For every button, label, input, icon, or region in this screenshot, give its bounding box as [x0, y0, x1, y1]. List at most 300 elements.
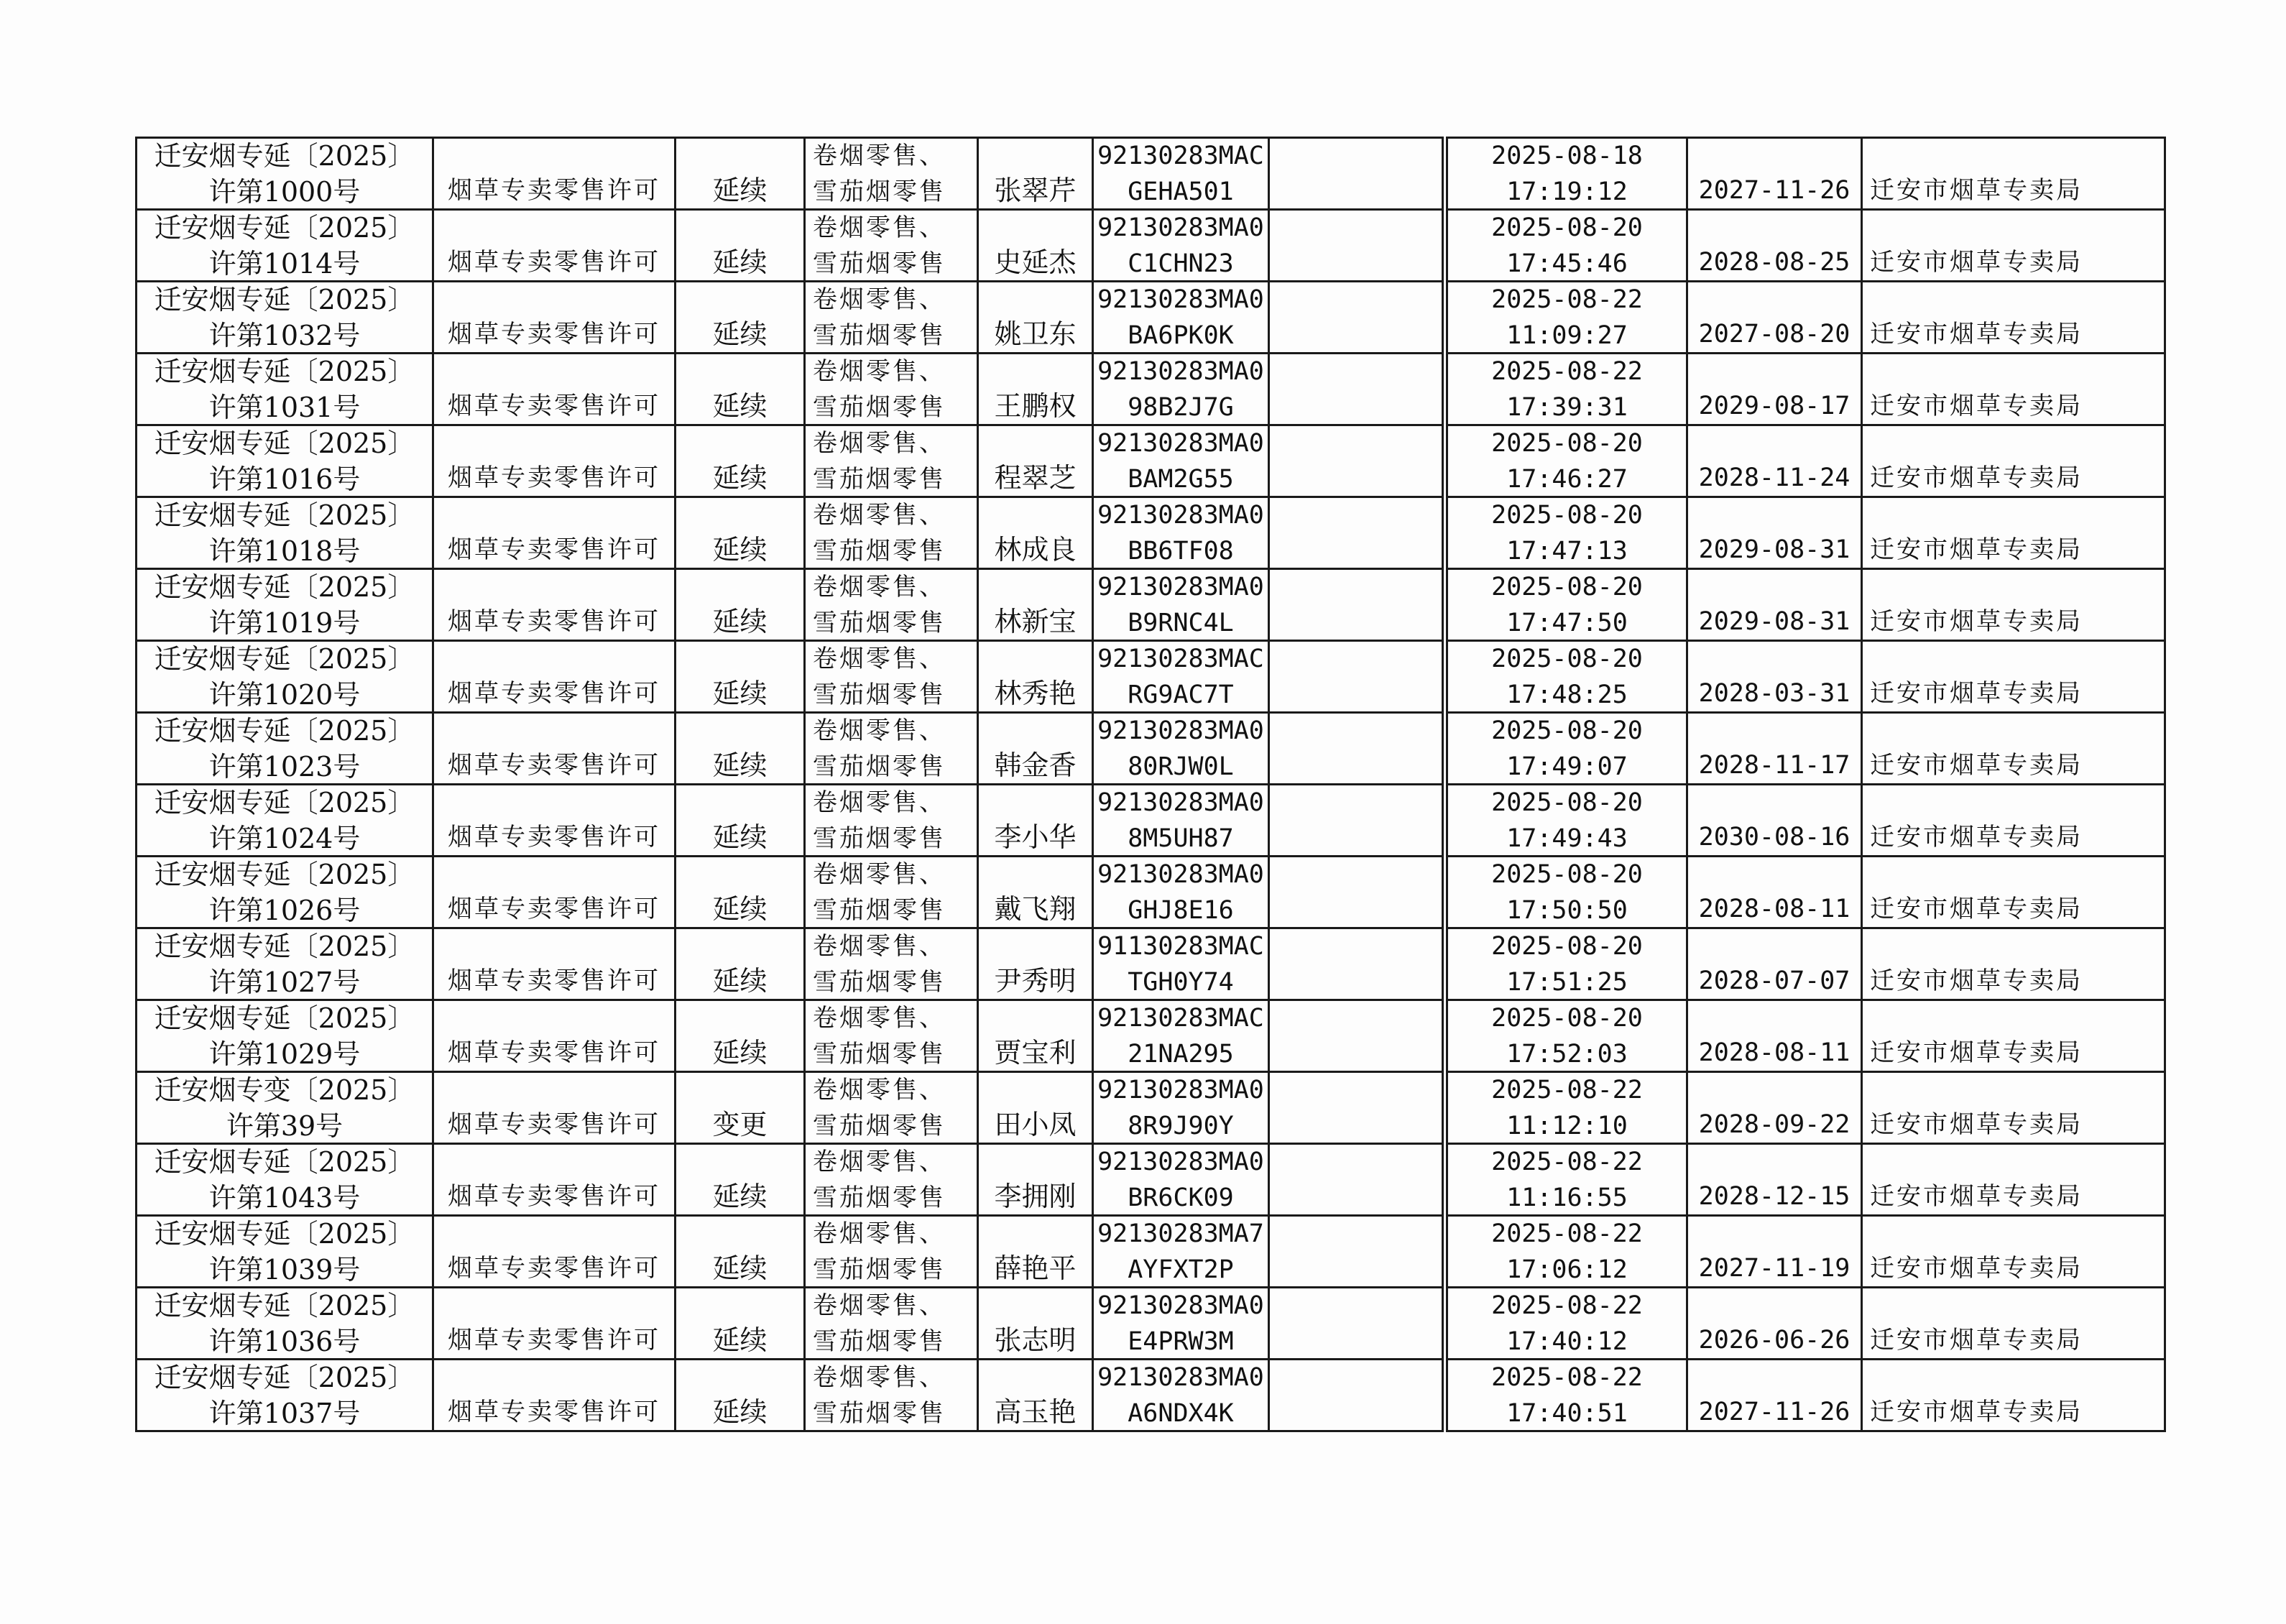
blank-cell-content: [1270, 354, 1442, 424]
license-type-cell: [433, 1144, 676, 1216]
license-number-text: 许第1019号: [208, 606, 361, 639]
credit-code-text: E4PRW3M: [1128, 1327, 1234, 1356]
holder-name-cell: [978, 785, 1093, 857]
license-number-cell-content: [137, 426, 432, 496]
issuing-office-cell: [1862, 1072, 2165, 1144]
decision-time-text: 2025-08-22: [1491, 1219, 1643, 1248]
expiry-date-cell: [1687, 641, 1862, 713]
business-scope-text: 卷烟零售、: [813, 716, 946, 745]
expiry-date-cell-content: [1688, 714, 1861, 783]
action-text: 延续: [712, 175, 768, 206]
license-type-text: 烟草专卖零售许可: [448, 607, 660, 636]
action-text: 延续: [712, 606, 768, 637]
credit-code-text: 80RJW0L: [1128, 752, 1234, 781]
table-row: [137, 1216, 2165, 1288]
blank-cell: [1269, 641, 1445, 713]
decision-time-cell-content: [1448, 1288, 1686, 1358]
issuing-office-text: 迁安市烟草专卖局: [1870, 966, 2083, 995]
license-number-cell: [137, 138, 433, 210]
credit-code-text: AYFXT2P: [1128, 1255, 1234, 1284]
decision-time-text: 2025-08-22: [1491, 1291, 1643, 1320]
issuing-office-cell-content: [1863, 139, 2164, 208]
expiry-date-cell-content: [1688, 1360, 1861, 1430]
license-number-text: 迁安烟专延〔2025〕: [154, 211, 415, 244]
issuing-office-cell-content: [1863, 929, 2164, 999]
issuing-office-text: 迁安市烟草专卖局: [1870, 895, 2083, 923]
business-scope-text: 卷烟零售、: [813, 572, 946, 601]
blank-cell-content: [1270, 642, 1442, 711]
license-type-cell-content: [434, 1288, 674, 1358]
expiry-date-cell: [1687, 1216, 1862, 1288]
expiry-date-text: 2028-08-11: [1698, 895, 1851, 923]
license-number-cell: [137, 857, 433, 928]
business-scope-cell: [805, 857, 978, 928]
license-number-cell-content: [137, 1001, 432, 1071]
license-type-text: 烟草专卖零售许可: [448, 1038, 660, 1067]
credit-code-cell: [1093, 641, 1269, 713]
business-scope-text: 卷烟零售、: [813, 213, 946, 242]
decision-time-text: 2025-08-20: [1491, 859, 1643, 889]
action-cell-content: [676, 1360, 803, 1430]
decision-time-text: 2025-08-20: [1491, 931, 1643, 961]
business-scope-cell-content: [806, 1288, 977, 1358]
holder-name-cell: [978, 138, 1093, 210]
license-number-text: 迁安烟专延〔2025〕: [154, 283, 415, 315]
credit-code-cell-content: [1094, 282, 1268, 352]
license-table-body: [137, 138, 2165, 1431]
decision-time-text: 2025-08-22: [1491, 1075, 1643, 1104]
decision-time-cell: [1445, 1000, 1687, 1072]
action-cell-content: [676, 857, 803, 927]
holder-name-cell: [978, 1144, 1093, 1216]
decision-time-text: 2025-08-20: [1491, 1003, 1643, 1033]
action-text: 延续: [712, 318, 768, 350]
issuing-office-cell: [1862, 138, 2165, 210]
holder-name-text: 贾宝利: [994, 1037, 1077, 1069]
credit-code-cell: [1093, 425, 1269, 497]
credit-code-cell: [1093, 138, 1269, 210]
action-cell: [676, 641, 805, 713]
issuing-office-text: 迁安市烟草专卖局: [1870, 751, 2083, 780]
issuing-office-cell-content: [1863, 714, 2164, 783]
issuing-office-cell-content: [1863, 785, 2164, 855]
blank-cell: [1269, 354, 1445, 425]
credit-code-cell-content: [1094, 1073, 1268, 1143]
license-type-cell-content: [434, 570, 674, 640]
license-number-text: 迁安烟专延〔2025〕: [154, 427, 415, 459]
credit-code-cell-content: [1094, 1288, 1268, 1358]
business-scope-text: 雪茄烟零售: [813, 1111, 946, 1140]
table-row: [137, 1072, 2165, 1144]
action-cell-content: [676, 1217, 803, 1286]
expiry-date-cell-content: [1688, 1145, 1861, 1214]
action-text: 延续: [712, 1037, 768, 1069]
expiry-date-cell: [1687, 1000, 1862, 1072]
business-scope-text: 雪茄烟零售: [813, 1183, 946, 1212]
expiry-date-cell: [1687, 1360, 1862, 1431]
license-type-cell-content: [434, 642, 674, 711]
credit-code-cell: [1093, 354, 1269, 425]
expiry-date-text: 2028-12-15: [1698, 1182, 1851, 1211]
expiry-date-text: 2028-11-24: [1698, 463, 1851, 492]
issuing-office-cell-content: [1863, 1001, 2164, 1071]
expiry-date-cell: [1687, 210, 1862, 282]
license-number-cell-content: [137, 282, 432, 352]
credit-code-text: 92130283MAC: [1097, 644, 1264, 673]
business-scope-cell: [805, 1216, 978, 1288]
license-type-cell: [433, 713, 676, 785]
issuing-office-cell-content: [1863, 570, 2164, 640]
decision-time-text: 17:49:07: [1506, 752, 1628, 781]
credit-code-cell: [1093, 1072, 1269, 1144]
issuing-office-text: 迁安市烟草专卖局: [1870, 607, 2083, 636]
license-type-cell: [433, 425, 676, 497]
blank-cell: [1269, 569, 1445, 641]
credit-code-text: GHJ8E16: [1128, 895, 1234, 925]
action-text: 延续: [712, 1324, 768, 1356]
blank-cell: [1269, 785, 1445, 857]
holder-name-cell: [978, 857, 1093, 928]
issuing-office-text: 迁安市烟草专卖局: [1870, 823, 2083, 852]
action-text: 变更: [712, 1109, 768, 1140]
holder-name-text: 林新宝: [994, 606, 1077, 637]
action-cell: [676, 857, 805, 928]
expiry-date-text: 2029-08-17: [1698, 392, 1851, 420]
action-cell-content: [676, 1001, 803, 1071]
action-cell: [676, 354, 805, 425]
issuing-office-text: 迁安市烟草专卖局: [1870, 176, 2083, 205]
decision-time-text: 17:19:12: [1506, 177, 1628, 206]
business-scope-cell: [805, 928, 978, 1000]
business-scope-cell: [805, 1288, 978, 1360]
expiry-date-text: 2029-08-31: [1698, 535, 1851, 564]
issuing-office-cell-content: [1863, 857, 2164, 927]
action-text: 延续: [712, 390, 768, 422]
business-scope-cell: [805, 1360, 978, 1431]
blank-cell: [1269, 282, 1445, 354]
credit-code-cell: [1093, 1288, 1269, 1360]
holder-name-text: 林成良: [994, 534, 1077, 566]
action-cell: [676, 785, 805, 857]
issuing-office-cell-content: [1863, 498, 2164, 568]
credit-code-text: 92130283MA7: [1097, 1219, 1264, 1248]
license-number-text: 许第1037号: [208, 1397, 361, 1429]
credit-code-cell-content: [1094, 929, 1268, 999]
decision-time-text: 11:09:27: [1506, 320, 1628, 350]
table-row: [137, 713, 2165, 785]
business-scope-cell-content: [806, 1145, 977, 1214]
decision-time-text: 17:47:50: [1506, 608, 1628, 637]
action-cell-content: [676, 714, 803, 783]
holder-name-cell: [978, 354, 1093, 425]
decision-time-text: 11:16:55: [1506, 1183, 1628, 1212]
license-type-text: 烟草专卖零售许可: [448, 1326, 660, 1355]
business-scope-cell-content: [806, 426, 977, 496]
action-cell-content: [676, 211, 803, 280]
holder-name-text: 史延杰: [994, 246, 1077, 278]
credit-code-cell-content: [1094, 1001, 1268, 1071]
decision-time-cell: [1445, 569, 1687, 641]
table-row: [137, 1360, 2165, 1431]
action-cell: [676, 425, 805, 497]
license-type-cell-content: [434, 282, 674, 352]
business-scope-cell-content: [806, 211, 977, 280]
holder-name-cell-content: [979, 211, 1092, 280]
issuing-office-text: 迁安市烟草专卖局: [1870, 1182, 2083, 1211]
action-cell: [676, 1000, 805, 1072]
business-scope-text: 卷烟零售、: [813, 285, 946, 314]
issuing-office-cell-content: [1863, 211, 2164, 280]
holder-name-cell-content: [979, 1288, 1092, 1358]
credit-code-text: 21NA295: [1128, 1039, 1234, 1069]
credit-code-text: 92130283MA0: [1097, 356, 1264, 386]
license-number-text: 迁安烟专延〔2025〕: [154, 499, 415, 531]
license-type-text: 烟草专卖零售许可: [448, 1254, 660, 1283]
expiry-date-cell: [1687, 425, 1862, 497]
holder-name-text: 韩金香: [994, 749, 1077, 781]
decision-time-cell-content: [1448, 498, 1686, 568]
credit-code-text: 92130283MA0: [1097, 213, 1264, 242]
issuing-office-text: 迁安市烟草专卖局: [1870, 535, 2083, 564]
license-type-cell-content: [434, 1145, 674, 1214]
expiry-date-text: 2028-11-17: [1698, 751, 1851, 780]
decision-time-text: 2025-08-20: [1491, 572, 1643, 601]
credit-code-cell: [1093, 210, 1269, 282]
credit-code-text: 8M5UH87: [1128, 823, 1234, 853]
blank-cell-content: [1270, 1288, 1442, 1358]
credit-code-cell: [1093, 1144, 1269, 1216]
blank-cell-content: [1270, 282, 1442, 352]
business-scope-text: 雪茄烟零售: [813, 1398, 946, 1428]
decision-time-text: 17:40:12: [1506, 1327, 1628, 1356]
decision-time-cell: [1445, 1360, 1687, 1431]
expiry-date-cell-content: [1688, 1073, 1861, 1143]
license-number-cell: [137, 497, 433, 569]
license-number-text: 许第1018号: [208, 535, 361, 567]
license-type-cell-content: [434, 785, 674, 855]
license-number-cell: [137, 713, 433, 785]
license-type-cell: [433, 1216, 676, 1288]
credit-code-text: 92130283MA0: [1097, 859, 1264, 889]
expiry-date-cell-content: [1688, 1001, 1861, 1071]
license-type-cell-content: [434, 354, 674, 424]
issuing-office-text: 迁安市烟草专卖局: [1870, 679, 2083, 708]
expiry-date-cell-content: [1688, 1288, 1861, 1358]
license-type-cell: [433, 785, 676, 857]
business-scope-text: 卷烟零售、: [813, 931, 946, 961]
credit-code-text: 92130283MA0: [1097, 716, 1264, 745]
expiry-date-cell-content: [1688, 857, 1861, 927]
license-type-text: 烟草专卖零售许可: [448, 895, 660, 923]
expiry-date-cell-content: [1688, 929, 1861, 999]
license-number-cell: [137, 569, 433, 641]
holder-name-cell-content: [979, 426, 1092, 496]
business-scope-cell: [805, 713, 978, 785]
blank-cell-content: [1270, 1001, 1442, 1071]
credit-code-text: GEHA501: [1128, 177, 1234, 206]
license-type-cell-content: [434, 714, 674, 783]
business-scope-text: 雪茄烟零售: [813, 680, 946, 709]
business-scope-cell-content: [806, 570, 977, 640]
license-number-text: 迁安烟专延〔2025〕: [154, 571, 415, 603]
holder-name-text: 王鹏权: [994, 390, 1077, 422]
business-scope-text: 雪茄烟零售: [813, 464, 946, 494]
decision-time-text: 17:49:43: [1506, 823, 1628, 853]
credit-code-cell-content: [1094, 785, 1268, 855]
business-scope-text: 卷烟零售、: [813, 859, 946, 889]
license-type-cell-content: [434, 1073, 674, 1143]
credit-code-cell-content: [1094, 211, 1268, 280]
expiry-date-cell: [1687, 569, 1862, 641]
issuing-office-cell-content: [1863, 1145, 2164, 1214]
credit-code-cell: [1093, 857, 1269, 928]
action-cell: [676, 138, 805, 210]
credit-code-cell: [1093, 282, 1269, 354]
blank-cell-content: [1270, 1217, 1442, 1286]
credit-code-cell: [1093, 569, 1269, 641]
business-scope-text: 卷烟零售、: [813, 1003, 946, 1033]
license-number-cell: [137, 641, 433, 713]
license-number-text: 许第1023号: [208, 750, 361, 783]
business-scope-cell-content: [806, 1217, 977, 1286]
blank-cell-content: [1270, 570, 1442, 640]
credit-code-text: 8R9J90Y: [1128, 1111, 1234, 1140]
decision-time-cell: [1445, 497, 1687, 569]
decision-time-cell-content: [1448, 929, 1686, 999]
blank-cell-content: [1270, 714, 1442, 783]
credit-code-cell: [1093, 928, 1269, 1000]
license-number-cell-content: [137, 139, 432, 208]
business-scope-text: 卷烟零售、: [813, 356, 946, 386]
holder-name-cell-content: [979, 785, 1092, 855]
decision-time-cell-content: [1448, 857, 1686, 927]
business-scope-cell-content: [806, 857, 977, 927]
business-scope-cell: [805, 785, 978, 857]
decision-time-cell-content: [1448, 1001, 1686, 1071]
license-type-cell: [433, 569, 676, 641]
holder-name-text: 程翠芝: [994, 462, 1077, 494]
license-type-text: 烟草专卖零售许可: [448, 392, 660, 420]
license-type-text: 烟草专卖零售许可: [448, 1110, 660, 1139]
license-number-cell-content: [137, 714, 432, 783]
expiry-date-text: 2030-08-16: [1698, 823, 1851, 852]
business-scope-cell: [805, 569, 978, 641]
business-scope-text: 雪茄烟零售: [813, 1327, 946, 1356]
issuing-office-cell-content: [1863, 354, 2164, 424]
table-row: [137, 1144, 2165, 1216]
business-scope-cell-content: [806, 929, 977, 999]
holder-name-cell-content: [979, 570, 1092, 640]
issuing-office-cell: [1862, 785, 2165, 857]
business-scope-cell-content: [806, 1001, 977, 1071]
credit-code-cell-content: [1094, 1145, 1268, 1214]
table-row: [137, 928, 2165, 1000]
business-scope-text: 雪茄烟零售: [813, 392, 946, 422]
action-cell-content: [676, 426, 803, 496]
table-row: [137, 210, 2165, 282]
license-number-cell: [137, 282, 433, 354]
license-number-cell-content: [137, 1217, 432, 1286]
license-number-cell: [137, 1072, 433, 1144]
blank-cell-content: [1270, 211, 1442, 280]
decision-time-text: 2025-08-20: [1491, 428, 1643, 458]
business-scope-cell: [805, 282, 978, 354]
action-cell: [676, 928, 805, 1000]
credit-code-text: 92130283MA0: [1097, 500, 1264, 530]
table-row: [137, 1288, 2165, 1360]
action-text: 延续: [712, 749, 768, 781]
credit-code-text: RG9AC7T: [1128, 680, 1234, 709]
license-type-text: 烟草专卖零售许可: [448, 535, 660, 564]
credit-code-cell: [1093, 713, 1269, 785]
decision-time-text: 2025-08-20: [1491, 716, 1643, 745]
blank-cell-content: [1270, 857, 1442, 927]
issuing-office-cell: [1862, 282, 2165, 354]
business-scope-cell: [805, 497, 978, 569]
license-number-text: 许第1020号: [208, 678, 361, 711]
business-scope-cell: [805, 354, 978, 425]
license-number-text: 迁安烟专延〔2025〕: [154, 642, 415, 675]
license-number-cell: [137, 928, 433, 1000]
action-cell-content: [676, 929, 803, 999]
issuing-office-cell-content: [1863, 1360, 2164, 1430]
business-scope-text: 雪茄烟零售: [813, 967, 946, 997]
decision-time-text: 2025-08-20: [1491, 788, 1643, 817]
action-text: 延续: [712, 1181, 768, 1212]
credit-code-cell-content: [1094, 714, 1268, 783]
license-number-cell-content: [137, 1360, 432, 1430]
license-number-text: 迁安烟专延〔2025〕: [154, 1002, 415, 1034]
decision-time-text: 2025-08-22: [1491, 285, 1643, 314]
expiry-date-cell-content: [1688, 498, 1861, 568]
license-number-text: 迁安烟专延〔2025〕: [154, 1289, 415, 1321]
credit-code-cell-content: [1094, 498, 1268, 568]
credit-code-text: 92130283MA0: [1097, 285, 1264, 314]
expiry-date-text: 2027-11-26: [1698, 176, 1851, 205]
issuing-office-text: 迁安市烟草专卖局: [1870, 1110, 2083, 1139]
business-scope-text: 卷烟零售、: [813, 1147, 946, 1176]
business-scope-cell-content: [806, 1360, 977, 1430]
expiry-date-cell: [1687, 138, 1862, 210]
holder-name-cell: [978, 713, 1093, 785]
decision-time-cell-content: [1448, 785, 1686, 855]
license-number-text: 许第1016号: [208, 463, 361, 495]
decision-time-text: 2025-08-20: [1491, 500, 1643, 530]
action-text: 延续: [712, 893, 768, 925]
issuing-office-cell-content: [1863, 1288, 2164, 1358]
decision-time-cell-content: [1448, 211, 1686, 280]
expiry-date-cell-content: [1688, 282, 1861, 352]
action-text: 延续: [712, 678, 768, 709]
license-number-text: 迁安烟专延〔2025〕: [154, 714, 415, 747]
credit-code-cell: [1093, 1360, 1269, 1431]
decision-time-cell-content: [1448, 714, 1686, 783]
license-type-text: 烟草专卖零售许可: [448, 1398, 660, 1426]
credit-code-cell: [1093, 497, 1269, 569]
holder-name-cell: [978, 282, 1093, 354]
holder-name-cell: [978, 1288, 1093, 1360]
license-number-cell-content: [137, 1073, 432, 1143]
action-cell: [676, 282, 805, 354]
holder-name-cell-content: [979, 1001, 1092, 1071]
action-cell-content: [676, 1073, 803, 1143]
license-type-text: 烟草专卖零售许可: [448, 463, 660, 492]
action-cell-content: [676, 354, 803, 424]
holder-name-cell: [978, 641, 1093, 713]
license-number-cell: [137, 425, 433, 497]
business-scope-text: 卷烟零售、: [813, 788, 946, 817]
license-type-cell: [433, 497, 676, 569]
